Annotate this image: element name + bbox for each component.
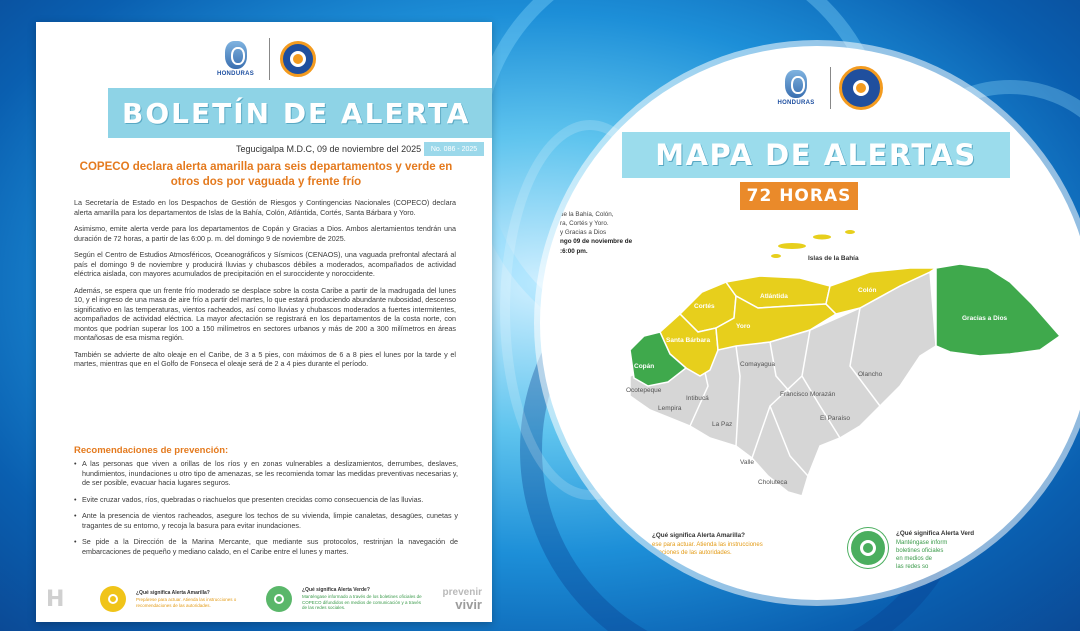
label-gracias: Gracias a Dios [962, 315, 1008, 322]
bulletin-body [74, 198, 456, 376]
label-yoro: Yoro [736, 323, 751, 330]
label-francisco-morazan: Francisco Morazán [780, 391, 836, 398]
honduras-crest-icon [785, 70, 807, 98]
honduras-crest-icon [225, 41, 247, 69]
copeco-logo [839, 66, 883, 110]
alert-map-panel [540, 46, 1080, 600]
recommendation-item: • Ante la presencia de vientos racheados, asegure los techos de su vivienda, limpie canaletas, desagües, cunetas y tragantes de su entorno, y recoja la basura para evitar inundaciones. [74, 511, 458, 530]
bulletin-paragraph: También se advierte de alto oleaje en el Caribe, de 3 a 5 pies, con máximos de 6 a 8 pies el lunes por la tarde y el martes, mientras que en el Golfo de Fonseca el oleaje será de 2 a 4 pies durante el período. [74, 349, 456, 368]
copeco-logo [280, 41, 316, 77]
green-alert-explainer: ¿Qué significa Alerta Verde? Manténgase informado a través de los boletines oficiales de COPECO difundidos en medios de comunicación y a través de las redes sociales. [302, 586, 422, 611]
map-region-gracias-a-dios [936, 264, 1060, 356]
label-olancho: Olancho [858, 371, 883, 378]
label-valle: Valle [740, 459, 754, 466]
green-alert-badge-icon [266, 586, 292, 612]
map-title: MAPA DE ALERTAS [622, 132, 1010, 178]
label-lempira: Lempira [658, 405, 682, 412]
bulletin-number: No. 086 - 2025 [424, 142, 484, 156]
recommendation-item: • A las personas que viven a orillas de los ríos y en zonas vulnerables a deslizamientos, derrumbes, deslaves, hundimientos, inundaciones u otro tipo de amenazas, se les recomienda tomar las medidas preventivas necesarias y, de ser posible, evacuar hacia lugares seguros. [74, 459, 458, 488]
bulletin-paragraph: Según el Centro de Estudios Atmosféricos, Oceanográficos y Sísmicos (CENAOS), una vaguada prefrontal afectará al país el domingo 9 de noviembre y producirá lluvias y chubascos débiles a moderados, acompañados de actividad eléctrica aislada, con mayores acumulados de precipitación en el suroccidente y noroccidente. [74, 250, 456, 278]
map-logos [770, 66, 883, 110]
prevenir-vivir-logo: prevenir vivir [442, 586, 482, 612]
bulletin-title: BOLETÍN DE ALERTA [108, 88, 492, 138]
honduras-logo: HONDURAS [213, 41, 259, 77]
bulletin-headline: COPECO declara alerta amarilla para seis departamentos y verde en otros dos por vaguada y frente frío [79, 161, 453, 188]
copeco-green-badge-icon [848, 528, 888, 568]
map-region-islas-3 [845, 230, 855, 234]
label-el-paraiso: El Paraíso [820, 415, 850, 422]
bulletin-paragraph: La Secretaría de Estado en los Despachos de Gestión de Riesgos y Contingencias Nacionales (COPECO) declara alerta amarilla para los departamentos de Islas de la Bahía, Colón, Atlántida, Cortés, Santa Bárbara y Yoro. [74, 198, 456, 217]
logo-divider [830, 67, 831, 109]
label-la-paz: La Paz [712, 421, 733, 428]
bulletin-date: Tegucigalpa M.D.C, 09 de noviembre del 2025 [236, 144, 422, 154]
label-santa-barbara: Santa Bárbara [666, 337, 711, 344]
yellow-alert-badge-icon [100, 586, 126, 612]
recommendation-item: • Se pide a la Dirección de la Marina Mercante, que mediante sus protocolos, restrinjan la navegación de embarcaciones de pequeño y mediano calado, en el Caribe entre el lunes y martes. [74, 537, 458, 556]
label-islas: Islas de la Bahía [808, 255, 859, 262]
map-region-islas-4 [771, 254, 781, 258]
bulletin-paragraph: Además, se espera que un frente frío moderado se desplace sobre la costa Caribe a partir de la madrugada del lunes 10, y el ingreso de una masa de aire frío a partir del martes, lo que estará produciendo abundante nubosidad, descenso significativo en las temperaturas, vientos racheados, así como lluvias y chubascos moderados a fuertes intermitentes, acompañados de actividad eléctrica. La mayor afectación se registrará en los departamentos de la costa norte, con montos que podrían superar los 100 a 150 milímetros en sectores urbanos y más de 200 a 300 milímetros en áreas montañosas de esa misma región. [74, 285, 456, 342]
bulletin-footer [36, 576, 492, 622]
label-ocotepeque: Ocotepeque [626, 387, 662, 394]
label-comayagua: Comayagua [740, 361, 776, 368]
map-hours-badge: 72 HORAS [740, 182, 858, 210]
label-colon: Colón [858, 287, 877, 294]
label-choluteca: Choluteca [758, 479, 788, 486]
recommendations-title: Recomendaciones de prevención: [74, 445, 229, 456]
map-region-islas-2 [813, 235, 831, 240]
yellow-alert-explainer: ¿Qué significa Alerta Amarilla? Prepárese para actuar. Atienda las instrucciones o recomendaciones de las autoridades. [136, 589, 237, 608]
bulletin-logos [36, 30, 492, 88]
map-legend-green: ¿Qué significa Alerta Verd Manténgase inform boletines oficiales en medios de las redes so [896, 530, 975, 570]
recommendation-item: • Evite cruzar vados, ríos, quebradas o riachuelos que presenten crecidas como consecuencia de las lluvias. [74, 495, 458, 505]
map-region-islas-1 [778, 243, 806, 249]
recommendations-list [74, 459, 458, 563]
label-intibuca: Intibucá [686, 395, 709, 402]
map-legend-yellow: ¿Qué significa Alerta Amarilla? ese para actuar. Atienda las instrucciones ndaciones de las autoridades. [652, 532, 763, 556]
honduras-logo: HONDURAS [770, 70, 822, 106]
label-cortes: Cortés [694, 303, 715, 310]
bulletin-paragraph: Asimismo, emite alerta verde para los departamentos de Copán y Gracias a Dios. Ambos alertamientos tendrán una duración de 72 horas, a partir de las 6:00 p. m. del domingo 9 de noviembre de 2025. [74, 224, 456, 243]
label-atlantida: Atlántida [760, 293, 788, 300]
map-note: de la Bahía, Colón, ra, Cortés y Yoro. y Gracias a Dios ngo 09 de noviembre de :6:00 pm. [560, 211, 633, 255]
honduras-alert-map [540, 46, 1080, 600]
alert-bulletin [36, 22, 492, 622]
h-logo: H [46, 586, 65, 612]
label-copan: Copán [634, 363, 655, 370]
logo-divider [269, 38, 270, 80]
